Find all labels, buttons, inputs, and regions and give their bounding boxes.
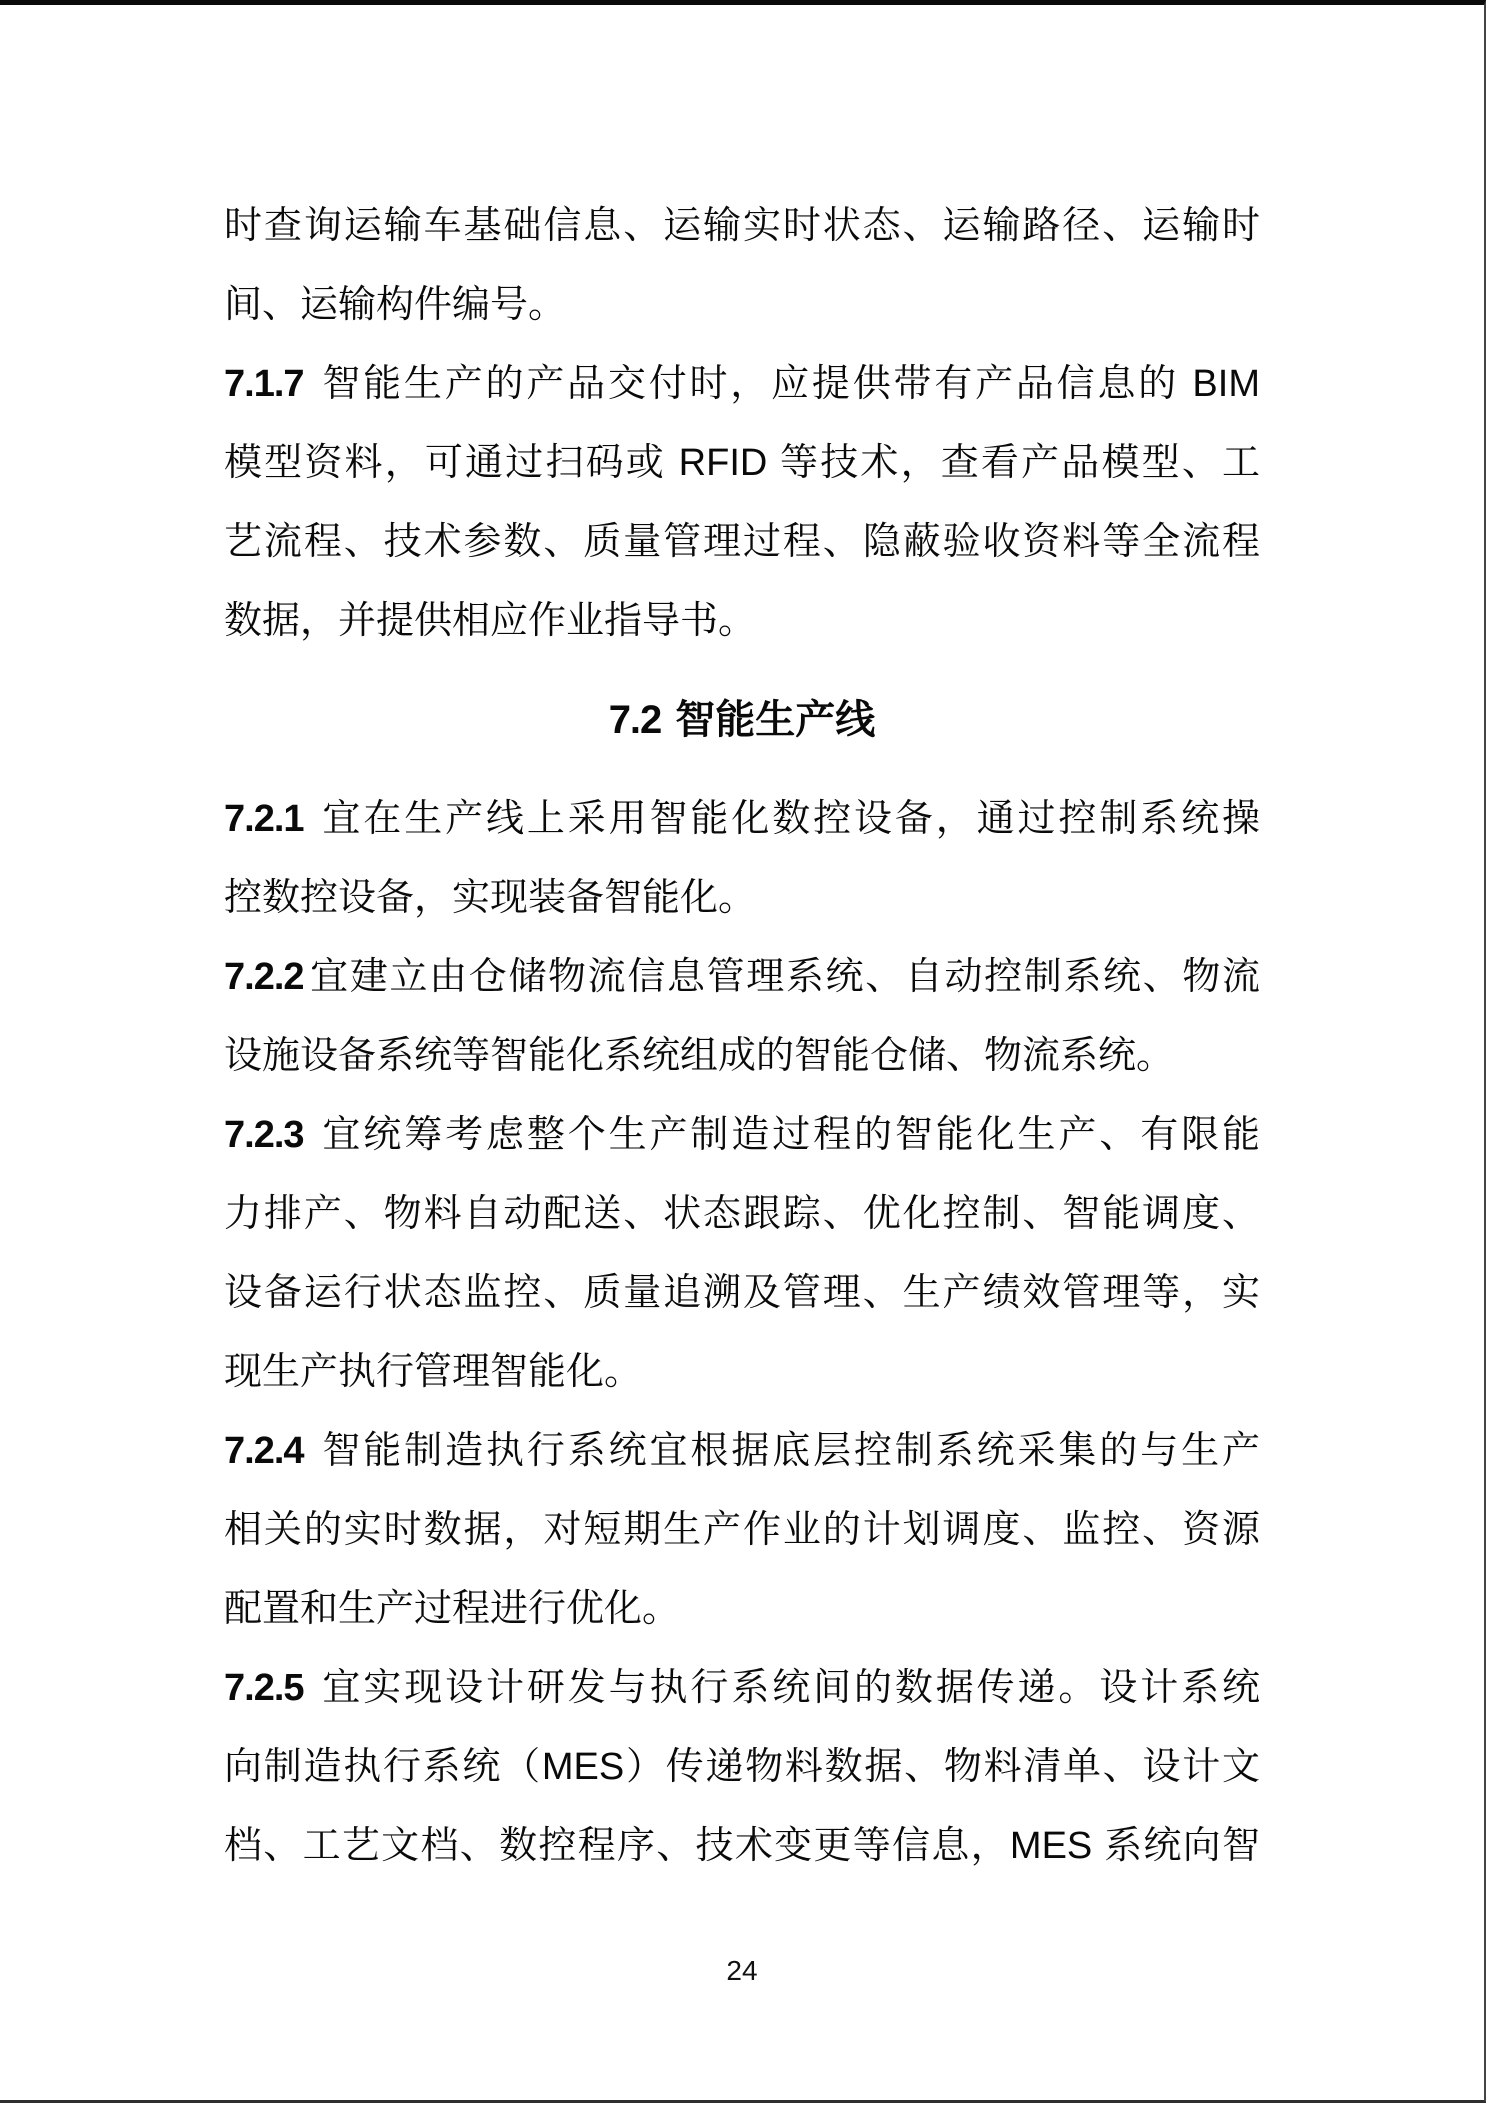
paragraph-7-2-5-line bbox=[224, 1649, 1260, 1728]
paragraph-7-1-7-line bbox=[224, 345, 1260, 424]
paragraph-7-2-1-line bbox=[224, 859, 1260, 938]
body-text: 配置和生产过程进行优化。 bbox=[224, 1588, 681, 1630]
paragraph-7-2-3-line bbox=[224, 1333, 1260, 1412]
clause-number: 7.2.2 bbox=[224, 956, 304, 998]
paragraph-7-2-2-line bbox=[224, 1017, 1260, 1096]
body-text: 宜建立由仓储物流信息管理系统、自动控制系统、物流 bbox=[308, 956, 1260, 998]
body-text: 相关的实时数据，对短期生产作业的计划调度、监控、资源 bbox=[224, 1509, 1260, 1551]
document-body bbox=[224, 187, 1260, 1886]
body-text: 智能生产的产品交付时，应提供带有产品信息的 BIM bbox=[319, 363, 1260, 405]
body-text: 艺流程、技术参数、质量管理过程、隐蔽验收资料等全流程 bbox=[224, 521, 1260, 563]
body-text: 宜在生产线上采用智能化数控设备，通过控制系统操 bbox=[319, 798, 1260, 840]
body-text: 向制造执行系统（MES）传递物料数据、物料清单、设计文 bbox=[224, 1746, 1260, 1788]
paragraph-7-2-4-line bbox=[224, 1570, 1260, 1649]
clause-number: 7.2.1 bbox=[224, 798, 304, 840]
body-text: 设备运行状态监控、质量追溯及管理、生产绩效管理等，实 bbox=[224, 1272, 1260, 1314]
clause-number: 7.2.5 bbox=[224, 1667, 304, 1709]
body-text: 档、工艺文档、数控程序、技术变更等信息，MES 系统向智 bbox=[224, 1825, 1260, 1867]
body-text: 设施设备系统等智能化系统组成的智能仓储、物流系统。 bbox=[224, 1035, 1175, 1077]
body-text: 数据，并提供相应作业指导书。 bbox=[224, 600, 757, 642]
clause-number: 7.2.4 bbox=[224, 1430, 304, 1472]
body-text: 宜统筹考虑整个生产制造过程的智能化生产、有限能 bbox=[319, 1114, 1260, 1156]
body-text: 力排产、物料自动配送、状态跟踪、优化控制、智能调度、 bbox=[224, 1193, 1260, 1235]
paragraph-7-1-7-line bbox=[224, 503, 1260, 582]
paragraph-7-2-4-line bbox=[224, 1491, 1260, 1570]
paragraph-7-2-5-line bbox=[224, 1807, 1260, 1886]
paragraph-7-2-3-line bbox=[224, 1175, 1260, 1254]
paragraph-7-2-4-line bbox=[224, 1412, 1260, 1491]
paragraph-7-2-3-line bbox=[224, 1096, 1260, 1175]
paragraph-7-1-6-cont-line bbox=[224, 266, 1260, 345]
paragraph-7-2-5-line bbox=[224, 1728, 1260, 1807]
section-heading-7-2 bbox=[224, 681, 1260, 760]
body-text: 控数控设备，实现装备智能化。 bbox=[224, 877, 757, 919]
paragraph-7-1-7-line bbox=[224, 582, 1260, 661]
paragraph-7-2-2-line bbox=[224, 938, 1260, 1017]
clause-number: 7.2.3 bbox=[224, 1114, 304, 1156]
clause-number: 7.1.7 bbox=[224, 363, 304, 405]
page-number: 24 bbox=[726, 1955, 758, 1986]
body-text: 宜实现设计研发与执行系统间的数据传递。设计系统 bbox=[319, 1667, 1260, 1709]
paragraph-7-1-6-cont-line bbox=[224, 187, 1260, 266]
body-text: 模型资料，可通过扫码或 RFID 等技术，查看产品模型、工 bbox=[224, 442, 1260, 484]
paragraph-7-1-7-line bbox=[224, 424, 1260, 503]
paragraph-7-2-3-line bbox=[224, 1254, 1260, 1333]
body-text: 间、运输构件编号。 bbox=[224, 284, 567, 326]
section-title: 智能生产线 bbox=[675, 698, 876, 742]
paragraph-7-2-1-line bbox=[224, 780, 1260, 859]
section-number: 7.2 bbox=[608, 698, 662, 742]
body-text: 现生产执行管理智能化。 bbox=[224, 1351, 643, 1393]
body-text: 时查询运输车基础信息、运输实时状态、运输路径、运输时 bbox=[224, 205, 1260, 247]
body-text: 智能制造执行系统宜根据底层控制系统采集的与生产 bbox=[319, 1430, 1260, 1472]
